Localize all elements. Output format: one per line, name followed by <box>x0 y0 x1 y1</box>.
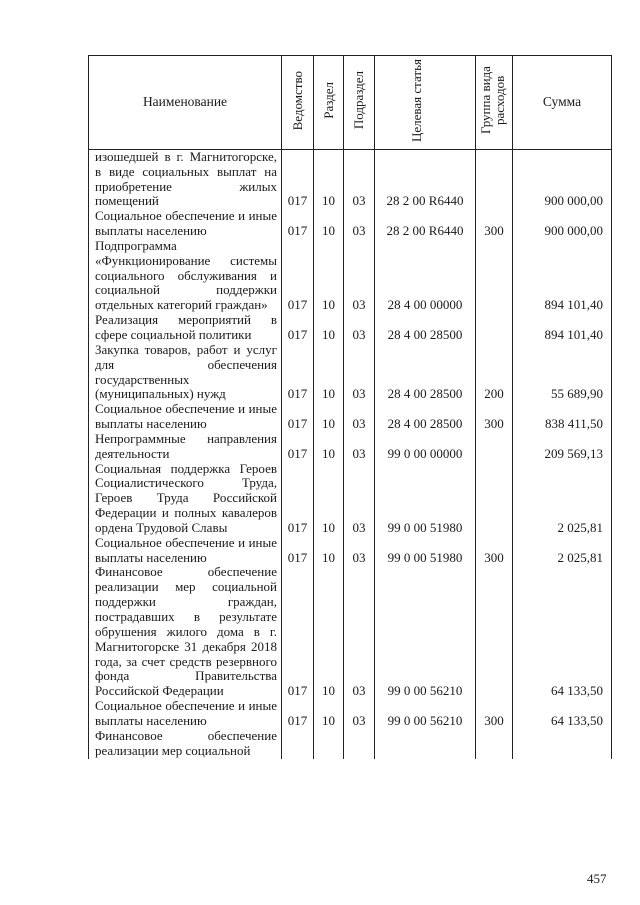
cell-ministry: 017 <box>282 536 314 566</box>
header-target: Целевая статья <box>375 56 476 150</box>
cell-sum: 900 000,00 <box>513 149 612 209</box>
header-name: Наименование <box>89 56 282 150</box>
cell-ministry: 017 <box>282 149 314 209</box>
cell-name: Социальное обеспечение и иные выплаты населению <box>89 536 282 566</box>
cell-name: Социальное обеспечение и иные выплаты населению <box>89 699 282 729</box>
table-row <box>89 432 612 462</box>
table-row <box>89 729 612 759</box>
cell-target <box>375 729 476 759</box>
cell-subsection: 03 <box>344 699 375 729</box>
cell-section: 10 <box>314 149 344 209</box>
cell-sum: 55 689,90 <box>513 343 612 402</box>
cell-group <box>476 239 513 313</box>
cell-name: Финансовое обеспечение реализации мер социальной поддержки граждан, пострадавших в результате обрушения жилого дома в г. Магнитогорске 31 декабря 2018 года, за счет средств резервного фонда Правительства Российской Федерации <box>89 565 282 699</box>
cell-target: 99 0 00 51980 <box>375 536 476 566</box>
cell-target: 99 0 00 51980 <box>375 462 476 536</box>
cell-ministry: 017 <box>282 699 314 729</box>
cell-section: 10 <box>314 432 344 462</box>
cell-sum: 64 133,50 <box>513 565 612 699</box>
header-section: Раздел <box>314 56 344 150</box>
table-row <box>89 536 612 566</box>
cell-group <box>476 462 513 536</box>
cell-subsection: 03 <box>344 149 375 209</box>
header-subsection: Подраздел <box>344 56 375 150</box>
cell-group <box>476 565 513 699</box>
cell-name: изошедшей в г. Магнитогорске, в виде социальных выплат на приобретение жилых помещений <box>89 149 282 209</box>
header-ministry: Ведомство <box>282 56 314 150</box>
cell-sum: 900 000,00 <box>513 209 612 239</box>
table-row <box>89 699 612 729</box>
cell-ministry: 017 <box>282 343 314 402</box>
header-sum: Сумма <box>513 56 612 150</box>
cell-section: 10 <box>314 209 344 239</box>
cell-ministry: 017 <box>282 402 314 432</box>
cell-target: 99 0 00 56210 <box>375 565 476 699</box>
cell-name: Реализация мероприятий в сфере социальной политики <box>89 313 282 343</box>
cell-section: 10 <box>314 462 344 536</box>
cell-sum: 838 411,50 <box>513 402 612 432</box>
cell-sum <box>513 729 612 759</box>
table-row <box>89 313 612 343</box>
cell-subsection: 03 <box>344 462 375 536</box>
cell-ministry: 017 <box>282 313 314 343</box>
table-row <box>89 565 612 699</box>
cell-section: 10 <box>314 343 344 402</box>
table-header-row <box>89 56 612 150</box>
cell-target: 28 4 00 28500 <box>375 402 476 432</box>
cell-sum: 894 101,40 <box>513 239 612 313</box>
cell-subsection: 03 <box>344 536 375 566</box>
cell-group <box>476 729 513 759</box>
cell-group: 300 <box>476 402 513 432</box>
cell-group <box>476 313 513 343</box>
cell-ministry: 017 <box>282 239 314 313</box>
cell-section: 10 <box>314 402 344 432</box>
budget-table <box>88 55 612 759</box>
cell-group: 200 <box>476 343 513 402</box>
cell-ministry <box>282 729 314 759</box>
header-expense-group: Группа вида расходов <box>476 56 513 150</box>
cell-sum: 894 101,40 <box>513 313 612 343</box>
cell-sum: 209 569,13 <box>513 432 612 462</box>
table-row <box>89 462 612 536</box>
cell-subsection: 03 <box>344 565 375 699</box>
cell-name: Социальное обеспечение и иные выплаты населению <box>89 209 282 239</box>
cell-ministry: 017 <box>282 432 314 462</box>
cell-target: 28 4 00 00000 <box>375 239 476 313</box>
cell-target: 99 0 00 56210 <box>375 699 476 729</box>
cell-sum: 2 025,81 <box>513 536 612 566</box>
cell-target: 28 2 00 R6440 <box>375 209 476 239</box>
cell-name: Непрограммные направления деятельности <box>89 432 282 462</box>
cell-section: 10 <box>314 239 344 313</box>
cell-name: Социальная поддержка Героев Социалистического Труда, Героев Труда Российской Федерации и полных кавалеров ордена Трудовой Славы <box>89 462 282 536</box>
cell-ministry: 017 <box>282 209 314 239</box>
table-row <box>89 209 612 239</box>
cell-section <box>314 729 344 759</box>
table-row <box>89 239 612 313</box>
cell-ministry: 017 <box>282 462 314 536</box>
cell-subsection: 03 <box>344 432 375 462</box>
cell-subsection: 03 <box>344 402 375 432</box>
table-row <box>89 149 612 209</box>
cell-target: 28 4 00 28500 <box>375 313 476 343</box>
cell-sum: 64 133,50 <box>513 699 612 729</box>
cell-group: 300 <box>476 699 513 729</box>
cell-subsection: 03 <box>344 343 375 402</box>
cell-sum: 2 025,81 <box>513 462 612 536</box>
cell-subsection: 03 <box>344 239 375 313</box>
cell-section: 10 <box>314 536 344 566</box>
cell-section: 10 <box>314 699 344 729</box>
table-row <box>89 402 612 432</box>
cell-group <box>476 432 513 462</box>
cell-subsection: 03 <box>344 209 375 239</box>
cell-ministry: 017 <box>282 565 314 699</box>
cell-subsection: 03 <box>344 313 375 343</box>
cell-subsection <box>344 729 375 759</box>
cell-target: 99 0 00 00000 <box>375 432 476 462</box>
cell-group <box>476 149 513 209</box>
cell-group: 300 <box>476 209 513 239</box>
cell-target: 28 4 00 28500 <box>375 343 476 402</box>
cell-section: 10 <box>314 313 344 343</box>
table-row <box>89 343 612 402</box>
cell-name: Социальное обеспечение и иные выплаты населению <box>89 402 282 432</box>
cell-target: 28 2 00 R6440 <box>375 149 476 209</box>
cell-name: Подпрограмма «Функционирование системы социального обслуживания и социальной поддержки отдельных категорий граждан» <box>89 239 282 313</box>
page-number: 457 <box>587 871 607 886</box>
cell-group: 300 <box>476 536 513 566</box>
cell-section: 10 <box>314 565 344 699</box>
cell-name: Финансовое обеспечение реализации мер социальной <box>89 729 282 759</box>
cell-name: Закупка товаров, работ и услуг для обеспечения государственных (муниципальных) нужд <box>89 343 282 402</box>
